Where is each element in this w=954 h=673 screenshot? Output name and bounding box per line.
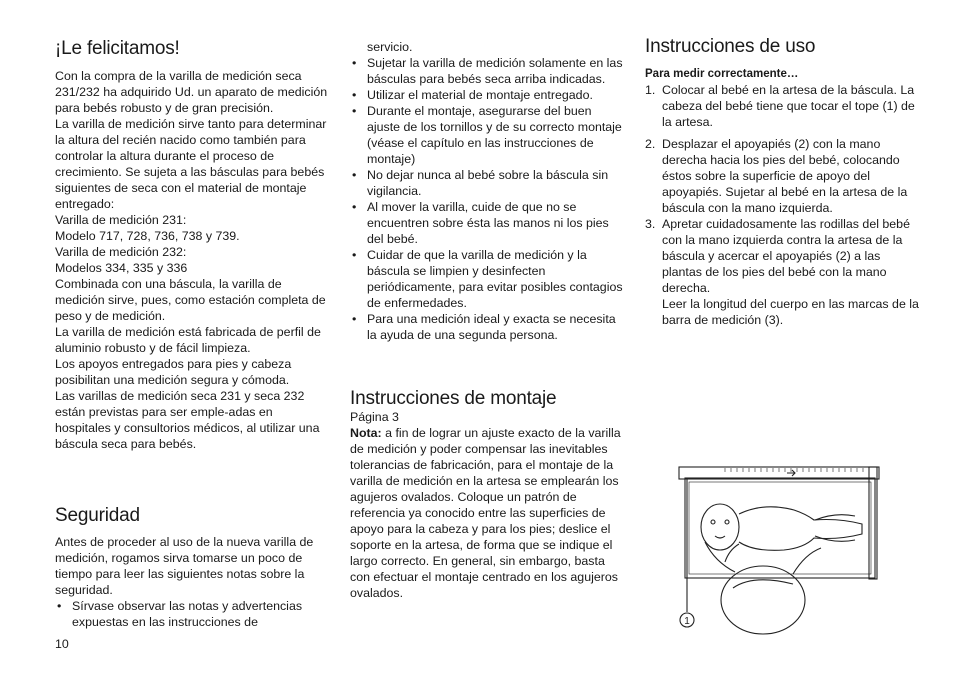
safety-bullet: • No dejar nunca al bebé sobre la báscula sin vigilancia. — [350, 167, 625, 199]
safety-bullet: • Sujetar la varilla de medición solamente en las básculas para bebés seca arriba indicadas. — [350, 55, 625, 87]
rod-231-models: Modelo 717, 728, 736, 738 y 739. — [55, 229, 240, 243]
security-list — [55, 598, 330, 630]
usage-step: 1. Colocar al bebé en la artesa de la báscula. La cabeza del bebé tiene que tocar el tope (1) de la artesa. — [645, 83, 915, 129]
safety-bullet: • Para una medición ideal y exacta se necesita la ayuda de una segunda persona. — [350, 311, 625, 343]
assembly-page-ref: Página 3 — [350, 410, 399, 424]
assembly-block — [350, 409, 625, 601]
heading-assembly: Instrucciones de montaje — [350, 388, 557, 409]
security-block — [55, 534, 330, 630]
safety-bullet: • Cuidar de que la varilla de medición y la báscula se limpien y desinfecten periódicamente, para evitar posibles contagios de enfermedades. — [350, 247, 625, 311]
usage-block — [645, 66, 920, 328]
usage-step: 3. Apretar cuidadosamente las rodillas del bebé con la mano izquierda contra la artesa de la báscula y acercar el apoyapiés (2) a las plantas de los pies del bebé con la mano derecha. Leer la longitud del cuerpo en las marcas de la barra de medición (3). — [645, 217, 919, 327]
security-bullet: • Sírvase observar las notas y advertencias expuestas en las instrucciones de — [55, 598, 330, 630]
safety-bullet: • Durante el montaje, asegurarse del buen ajuste de los tornillos y de su correcto montaje (véase el capítulo en las instrucciones de montaje) — [350, 103, 625, 167]
safety-bullet: • Al mover la varilla, cuide de que no se encuentren sobre ésta las manos ni los pies del bebé. — [350, 199, 625, 247]
usage-subtitle: Para medir correctamente… — [645, 68, 799, 80]
purpose-paragraph: La varilla de medición sirve tanto para determinar la altura del recién nacido como también para controlar la altura durante el proceso de crecimiento. Se sujeta a las básculas para bebés siguientes de seca con el material de montaje entregado: — [55, 117, 327, 211]
usage-step: 2. Desplazar el apoyapiés (2) con la mano derecha hacia los pies del bebé, colocando éstos sobre la superficie de apoyo del apoyapiés. Sujetar al bebé en la artesa de la báscula con la mano izquierda. — [645, 137, 908, 215]
baby-figure — [701, 504, 862, 562]
safety-bullet: • Utilizar el material de montaje entregado. — [350, 87, 625, 103]
page-number: 10 — [55, 637, 69, 651]
safety-bullets-block — [350, 39, 625, 343]
rod-232-label: Varilla de medición 232: — [55, 245, 187, 259]
material-paragraph: La varilla de medición está fabricada de perfil de aluminio robusto y de fácil limpieza. — [55, 325, 321, 355]
intro-block — [55, 68, 330, 452]
note-label: Nota: — [350, 426, 382, 440]
callout-1-label: 1 — [684, 616, 690, 627]
foot-support — [869, 467, 877, 579]
heading-security: Seguridad — [55, 505, 140, 526]
note-text: a fin de lograr un ajuste exacto de la varilla de medición y poder compensar las inevitables tolerancias de fabricación, para el montaje de la varilla de medición en la artesa se emplearán los agujeros ovalados. Coloque un patrón de referencia ya conocido entre las superficies de apoyo para la cabeza y para los pies; deslice el soporte en la artesa, de forma que se indique el largo correcto. En general, sin embargo, basta con efectuar el montaje centrado en los agujeros ovalados. — [350, 426, 621, 600]
combination-paragraph: Combinada con una báscula, la varilla de medición sirve, pues, como estación completa de peso y de medición. — [55, 277, 326, 323]
baby-measurement-illustration — [675, 462, 890, 637]
usage-paragraph: Las varillas de medición seca 231 y seca 232 están previstas para ser emple-adas en hospitales y consultorios médicos, al utilizar una báscula seca para bebés. — [55, 389, 320, 451]
scale-tray — [685, 478, 875, 578]
continued-bullet-text: servicio. — [367, 40, 413, 54]
tray-inner — [689, 482, 871, 574]
safety-bullet-list — [350, 55, 625, 343]
usage-step-3-extra: Leer la longitud del cuerpo en las marcas de la barra de medición (3). — [662, 297, 919, 327]
usage-steps — [645, 82, 920, 328]
adult-figure — [705, 542, 821, 634]
rod-232-models: Modelos 334, 335 y 336 — [55, 261, 188, 275]
security-intro: Antes de proceder al uso de la nueva varilla de medición, rogamos sirva tomarse un poco de tiempo para leer las siguientes notas sobre la seguridad. — [55, 535, 314, 597]
rod-231-label: Varilla de medición 231: — [55, 213, 187, 227]
heading-usage: Instrucciones de uso — [645, 36, 816, 57]
intro-paragraph: Con la compra de la varilla de medición seca 231/232 ha adquirido Ud. un aparato de medición para bebés robusto y de gran precisión. — [55, 69, 328, 115]
assembly-note — [350, 425, 625, 601]
supports-paragraph: Los apoyos entregados para pies y cabeza posibilitan una medición segura y cómoda. — [55, 357, 292, 387]
heading-congratulations: ¡Le felicitamos! — [55, 38, 180, 59]
